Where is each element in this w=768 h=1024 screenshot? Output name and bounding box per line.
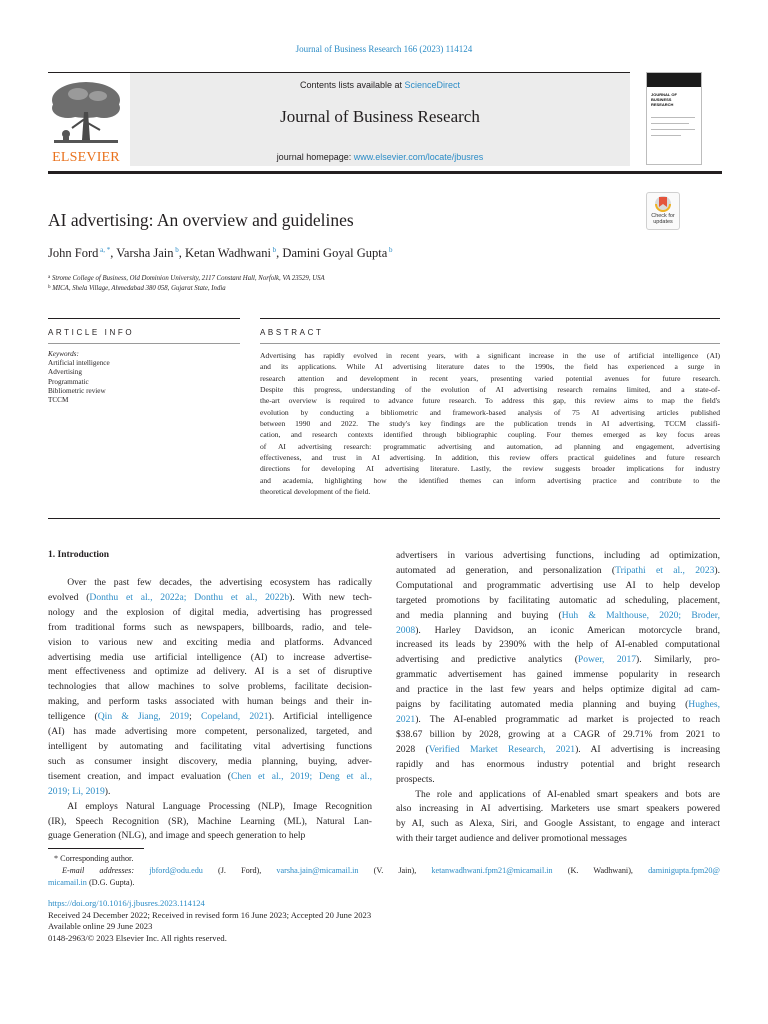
text-segment: ). Artificial intelligence	[268, 711, 372, 723]
text-segment: ). Harley Davidson, an iconic American motorcycle brand,	[415, 624, 720, 636]
text-line	[396, 638, 720, 653]
text-segment: advertising and predictive analytics (	[396, 654, 578, 666]
text-segment: ;	[189, 711, 201, 723]
abstract-line: of AI advertising research: programmatic advertising and automation, ad planning and engagement, advertising	[260, 441, 720, 451]
article-info-rule	[48, 318, 240, 319]
text-segment: nology and the explosion of digital media, advertising has progressed	[48, 606, 372, 618]
text-segment: also increasing in AI advertising. Marketers use smart speakers powered	[396, 803, 720, 815]
text-line	[48, 800, 372, 815]
author-separator: ,	[276, 246, 283, 260]
abstract-line: and its applications. While AI advertising literature dates to the 1990s, the field has experienced a surge in	[260, 362, 720, 372]
article-info-heading: ARTICLE INFO	[48, 328, 135, 337]
text-segment: 2028 (	[396, 743, 429, 755]
journal-homepage-line	[130, 152, 630, 162]
abstract-line: effectiveness, and trust in AI advertising. In addition, this review offers practical guidelines and future research	[260, 453, 720, 463]
text-segment: technologies that allow machines to solve problems, facilitate decision-	[48, 681, 372, 693]
email-link[interactable]: jbford@odu.edu	[149, 865, 203, 875]
text-line	[48, 785, 372, 800]
abstract-line: research attention and development in recent years, presenting varied potential avenues for future research.	[260, 373, 720, 383]
abstract-line: between 1990 and 2022. The study's key findings are the publication trends in AI advertising, TCCM classifi-	[260, 419, 720, 429]
text-segment: The role and applications of AI-enabled smart speakers and bots are	[396, 788, 720, 800]
text-line	[48, 725, 372, 740]
text-line	[396, 579, 720, 594]
text-line	[48, 651, 372, 666]
author-affiliation-mark[interactable]: b	[173, 246, 179, 254]
keywords-label: Keywords:	[48, 350, 79, 358]
footnotes	[48, 853, 720, 888]
journal-homepage-link[interactable]: www.elsevier.com/locate/jbusres	[353, 152, 484, 162]
text-line	[48, 695, 372, 710]
citation-link[interactable]: Copeland, 2021	[200, 711, 269, 723]
text-segment: and practice in the last few years and helps optimize digital ad cam-	[396, 684, 720, 696]
text-line	[396, 668, 720, 683]
text-line	[396, 564, 720, 579]
text-line	[396, 817, 720, 832]
text-line	[396, 549, 720, 564]
text-line	[396, 743, 720, 758]
abstract-line: evolution by conducting a bibliometric and framework-based analysis of 75 AI advertising articles published	[260, 407, 720, 417]
citation-link[interactable]: Power, 2017	[577, 654, 637, 666]
text-segment: AI employs Natural Language Processing (NLP), Image Recognition	[48, 800, 372, 812]
text-segment: prospects.	[396, 773, 435, 785]
keywords-block	[48, 350, 110, 405]
received-dates: Received 24 December 2022; Received in revised form 16 June 2023; Accepted 20 June 2023	[48, 909, 372, 920]
email-addresses	[48, 865, 720, 889]
crossmark-icon	[647, 194, 679, 214]
text-segment: from traditional forms such as newspapers, billboards, radio, and tele-	[48, 621, 372, 633]
author-separator: ,	[110, 246, 117, 260]
text-segment: ). With new tech-	[289, 591, 372, 603]
text-segment: increased its leads by 2390% with the help of AI-enabled computational	[396, 639, 720, 651]
journal-cover-thumbnail	[646, 72, 702, 165]
text-segment: making, and perform tasks associated with human beings and their in-	[48, 696, 372, 708]
text-segment: ).	[714, 564, 721, 576]
text-segment: paigns by facilitating automated media planning and buying (	[396, 699, 689, 711]
sciencedirect-link[interactable]: ScienceDirect	[404, 80, 461, 90]
author-name[interactable]: Varsha Jain	[116, 246, 174, 260]
affiliation-a	[48, 275, 325, 282]
text-line	[396, 728, 720, 743]
keyword-item: Artificial intelligence	[48, 359, 110, 368]
text-segment: (AI) has made advertising more competent, personalized, targeted, and	[48, 726, 372, 738]
journal-title: Journal of Business Research	[280, 107, 480, 126]
text-line	[48, 755, 372, 770]
text-segment: advertisers in various advertising functions, including ad optimization,	[396, 550, 720, 561]
citation-link[interactable]: Chen et al., 2019; Deng et al.,	[230, 770, 372, 782]
abstract-text	[260, 350, 720, 497]
text-segment: with their target audience and deliver promotional messages	[396, 833, 627, 845]
affiliation-mark: b	[48, 285, 51, 290]
email-link[interactable]: daminigupta.fpm20@	[648, 865, 720, 875]
banner-top-rule	[48, 72, 630, 73]
keyword-item: Bibliometric review	[48, 386, 106, 395]
text-segment: evolved (	[48, 591, 90, 603]
text-segment: grammatic advertisement has gained immense popularity in research	[396, 669, 720, 681]
text-segment: telligence (	[48, 711, 98, 723]
text-line	[396, 788, 720, 803]
doi-link[interactable]: https://doi.org/10.1016/j.jbusres.2023.114124	[48, 898, 205, 908]
abstract-subrule	[260, 343, 720, 344]
text-segment: targeted promotions by facilitating automatic ad scheduling, placement,	[396, 594, 720, 606]
text-line	[48, 770, 372, 785]
section-heading-introduction: 1. Introduction	[48, 550, 110, 560]
text-line	[396, 624, 720, 639]
text-line	[396, 653, 720, 668]
author-affiliation-mark[interactable]: b	[387, 246, 393, 254]
text-line	[48, 606, 372, 621]
abstract-line: the-art overview is required to advance future research. To address this gap, this review aims to map the field's	[260, 396, 720, 406]
abstract-line: theoretical development of the field.	[260, 487, 371, 497]
text-line	[48, 815, 372, 830]
text-line	[48, 680, 372, 695]
abstract-line: Advertising has rapidly evolved in recent years, with a significant increase in the use of artificial intelligence (AI)	[260, 351, 720, 360]
author-affiliation-mark[interactable]: a, *	[98, 246, 111, 254]
text-segment: rapidly and has enormous industry potential and bright research	[396, 758, 720, 770]
text-segment: vision to various new and exciting media and platforms. Advanced	[48, 636, 372, 648]
citation-link[interactable]: Huh & Malthouse, 2020; Broder,	[561, 609, 720, 621]
affiliation-text: Strome College of Business, Old Dominion University, 2117 Constant Hall, Norfolk, VA 23529, USA	[51, 275, 325, 282]
keyword-item: Advertising	[48, 368, 82, 377]
text-segment: automated ad generation, and personalization (	[396, 564, 616, 576]
text-line	[396, 683, 720, 698]
abstract-bottom-rule	[48, 518, 720, 519]
email-line	[48, 865, 720, 877]
text-segment: (K. Wadhwani),	[552, 865, 649, 875]
journal-reference-link[interactable]: Journal of Business Research 166 (2023) 114124	[295, 44, 473, 54]
text-line	[396, 698, 720, 713]
abstract-line: and academia, highlighting how the identified themes can inform advertising practice and contribute to the	[260, 475, 720, 485]
body-column-left	[48, 576, 372, 844]
affiliation-b	[48, 285, 226, 292]
text-line	[396, 609, 720, 624]
email-link[interactable]: varsha.jain@micamail.in	[276, 865, 359, 875]
text-line	[48, 665, 372, 680]
email-link[interactable]: ketanwadhwani.fpm21@micamail.in	[431, 865, 553, 875]
keyword-item: TCCM	[48, 396, 69, 405]
email-link[interactable]: micamail.in	[48, 877, 87, 887]
author-name[interactable]: John Ford	[48, 246, 99, 260]
text-segment: (IR), Speech Recognition (SR), Machine Learning (ML), Natural Lan-	[48, 815, 372, 827]
author-name[interactable]: Ketan Wadhwani	[185, 246, 271, 260]
text-line	[396, 802, 720, 817]
author-list	[48, 246, 393, 261]
text-segment: advertising media use artificial intelligence (AI) to increase advertise-	[48, 651, 372, 663]
text-line	[48, 710, 372, 725]
affiliation-text: MICA, Shela Village, Ahmedabad 380 058, Gujarat State, India	[52, 285, 226, 292]
text-line	[396, 713, 720, 728]
text-line	[48, 829, 372, 844]
text-segment: Over the past few decades, the advertising ecosystem has radically	[48, 577, 372, 588]
email-line	[48, 877, 720, 889]
corresponding-author-note: * Corresponding author.	[54, 854, 134, 863]
check-for-updates-label: Check for updates	[651, 213, 675, 225]
article-title: AI advertising: An overview and guidelines	[48, 210, 354, 230]
citation-link[interactable]: 2021	[396, 713, 416, 725]
text-line	[48, 636, 372, 651]
text-segment: ). Similarly, pro-	[636, 654, 720, 666]
article-front-matter	[48, 898, 371, 944]
text-line	[48, 576, 372, 591]
text-line	[396, 832, 720, 847]
banner-bottom-rule	[48, 171, 722, 174]
text-segment: (V. Jain),	[358, 865, 432, 875]
text-segment: (J. Ford),	[202, 865, 277, 875]
citation-link[interactable]: Tripathi et al., 2023	[615, 564, 715, 576]
abstract-line: Despite this progress, understanding of the evolution of AI advertising research remains limited, and a state-of-	[260, 385, 720, 395]
text-segment: ment effectiveness and optimize ad delivery. AI is a set of disruptive	[48, 666, 372, 678]
keyword-item: Programmatic	[48, 377, 89, 386]
body-column-right	[396, 549, 720, 847]
text-line	[48, 740, 372, 755]
copyright-notice: 0148-2963/© 2023 Elsevier Inc. All rights reserved.	[48, 932, 227, 943]
citation-link[interactable]: 2019; Li, 2019	[48, 785, 105, 797]
publisher-wordmark: ELSEVIER	[52, 150, 120, 165]
author-name[interactable]: Damini Goyal Gupta	[282, 246, 388, 260]
citation-link[interactable]: 2008	[396, 624, 416, 636]
text-segment: ). The AI-enabled programmatic ad market is projected to reach	[415, 713, 720, 725]
text-segment: Computational and programmatic advertising use AI to help develop	[396, 579, 720, 591]
text-segment: guage Generation (NLG), and image and speech generation to help	[48, 830, 306, 842]
abstract-rule	[260, 318, 720, 319]
text-segment: such as consumer insight discovery, media planning, buying, adver-	[48, 755, 372, 767]
text-segment: by AI, such as Alexa, Siri, and Google Assistant, to engage and interact	[396, 818, 720, 830]
abstract-line: directions for developing AI advertising literature. Lastly, the review suggests broader implications for industry	[260, 464, 720, 474]
text-line	[396, 758, 720, 773]
text-line	[396, 773, 720, 788]
text-line	[396, 594, 720, 609]
text-segment: and media planning and buying (	[396, 609, 562, 621]
text-segment: ).	[104, 785, 111, 797]
text-segment: $38.67 billion by 2028, growing at a CAGR of 29.71% from 2021 to	[396, 728, 720, 740]
citation-link[interactable]: Qin & Jiang, 2019	[97, 711, 190, 723]
text-line	[48, 591, 372, 606]
citation-link[interactable]: Donthu et al., 2022a; Donthu et al., 2022b	[89, 591, 290, 603]
author-affiliation-mark[interactable]: b	[270, 246, 277, 254]
cover-band	[647, 73, 701, 87]
text-segment: intelligent by automating and facilitating vital advertising functions	[48, 740, 372, 752]
text-segment: E-mail addresses:	[62, 865, 150, 875]
homepage-prefix: journal homepage:	[276, 152, 354, 162]
contents-prefix: Contents lists available at	[299, 80, 405, 90]
text-line	[48, 621, 372, 636]
contents-available-line	[130, 80, 630, 90]
affiliation-mark: a	[48, 275, 51, 280]
text-segment: (D.G. Gupta).	[86, 877, 135, 887]
abstract-heading: ABSTRACT	[260, 328, 324, 337]
text-segment: ). AI advertising is increasing	[575, 743, 721, 755]
cover-title: JOURNAL OF BUSINESS RESEARCH	[651, 92, 677, 107]
citation-link[interactable]: Hughes,	[688, 699, 720, 711]
abstract-line: cation, and research contexts identified through bibliographic coupling. Four themes emerged as key focus areas	[260, 430, 720, 440]
article-info-subrule	[48, 343, 240, 344]
citation-link[interactable]: Verified Market Research, 2021	[428, 743, 576, 755]
author-separator: ,	[178, 246, 186, 260]
available-online-date: Available online 29 June 2023	[48, 921, 153, 932]
text-segment: tisement creation, and impact evaluation (	[48, 770, 231, 782]
footnote-rule	[48, 848, 144, 849]
